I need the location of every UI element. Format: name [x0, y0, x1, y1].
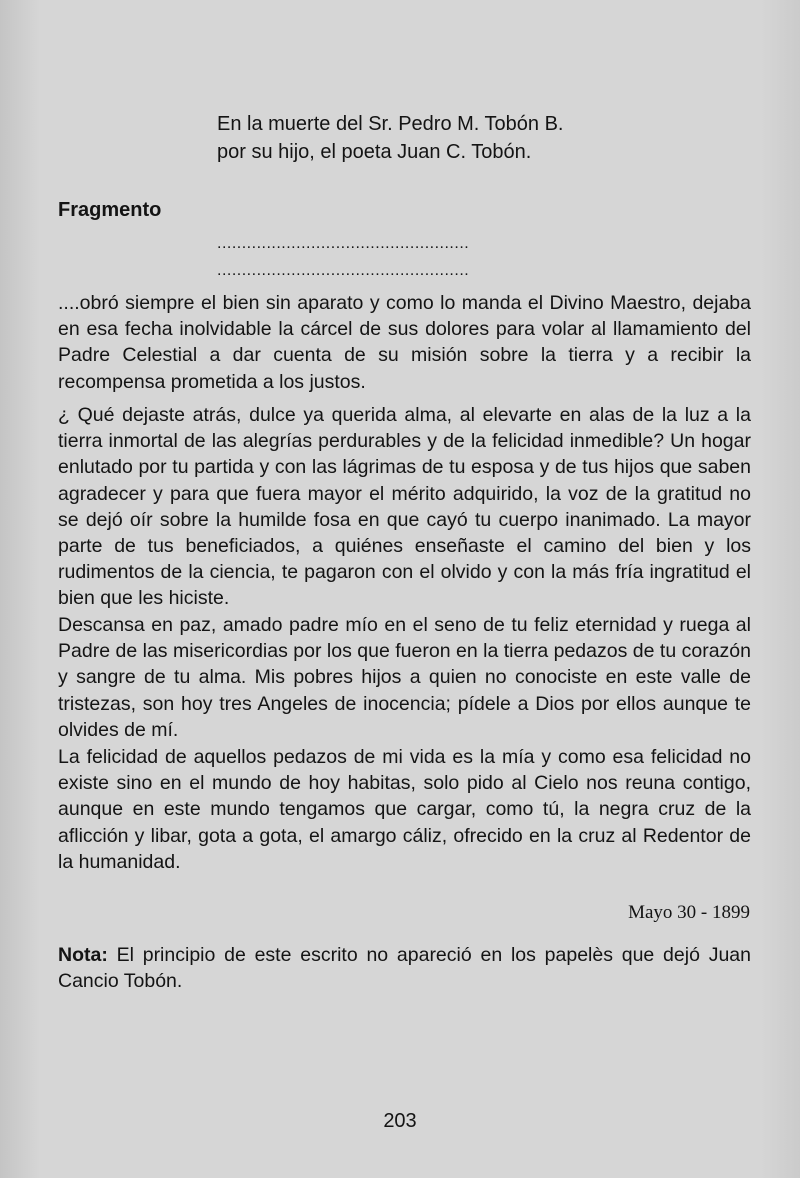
dedication-line-1: En la muerte del Sr. Pedro M. Tobón B. [217, 113, 564, 135]
paragraph-1: ....obró siempre el bien sin aparato y como lo manda el Divino Maestro, dejaba en esa fecha inolvidable la cárcel de sus dolores para volar al llamamiento del Padre Celestial a dar cuenta de su misión sobre la tierra y a recibir la recompensa prometida a los justos. [58, 292, 751, 393]
dedication-line-2: por su hijo, el poeta Juan C. Tobón. [217, 141, 532, 163]
ellipsis-line-2: ................................................... [217, 263, 470, 279]
footnote-text: El principio de este escrito no apareció en los papelès que dejó Juan Cancio Tobón. [58, 944, 751, 993]
footnote [58, 942, 751, 994]
page-number: 203 [383, 1110, 417, 1132]
footnote-label: Nota: [58, 944, 108, 966]
letter-date: Mayo 30 - 1899 [628, 902, 750, 923]
paragraph-4: La felicidad de aquellos pedazos de mi vida es la mía y como esa felicidad no existe sino en el mundo de hoy habitas, solo pido al Cielo nos reuna contigo, aunque en este mundo tengamos que cargar, como tú, la negra cruz de la aflicción y libar, gota a gota, el amargo cáliz, ofrecido en la cruz al Redentor de la humanidad. [58, 746, 751, 873]
paragraph-3: Descansa en paz, amado padre mío en el seno de tu feliz eternidad y ruega al Padre de las misericordias por los que fueron en la tierra pedazos de tu corazón y sangre de tu alma. Mis pobres hijos a quien no conociste en este valle de tristezas, son hoy tres Angeles de inocencia; pídele a Dios por ellos aunque te olvides de mí. [58, 614, 751, 741]
dedication-heading [217, 110, 717, 166]
section-label: Fragmento [58, 199, 162, 221]
ellipsis-line-1: ................................................... [217, 236, 470, 252]
paragraph-2: ¿ Qué dejaste atrás, dulce ya querida alma, al elevarte en alas de la luz a la tierra inmortal de las alegrías perdurables y de la felicidad inmedible? Un hogar enlutado por tu partida y con las lágrimas de tu esposa y de tus hijos que saben agradecer y para que fuera mayor el mérito adquirido, la voz de la gratitud no se dejó oír sobre la humilde fosa en que cayó tu cuerpo inanimado. La mayor parte de tus beneficiados, a quiénes enseñaste el camino del bien y los rudimentos de la ciencia, te pagaron con el olvido y con la más fría ingratitud el bien que les hiciste. [58, 404, 751, 610]
